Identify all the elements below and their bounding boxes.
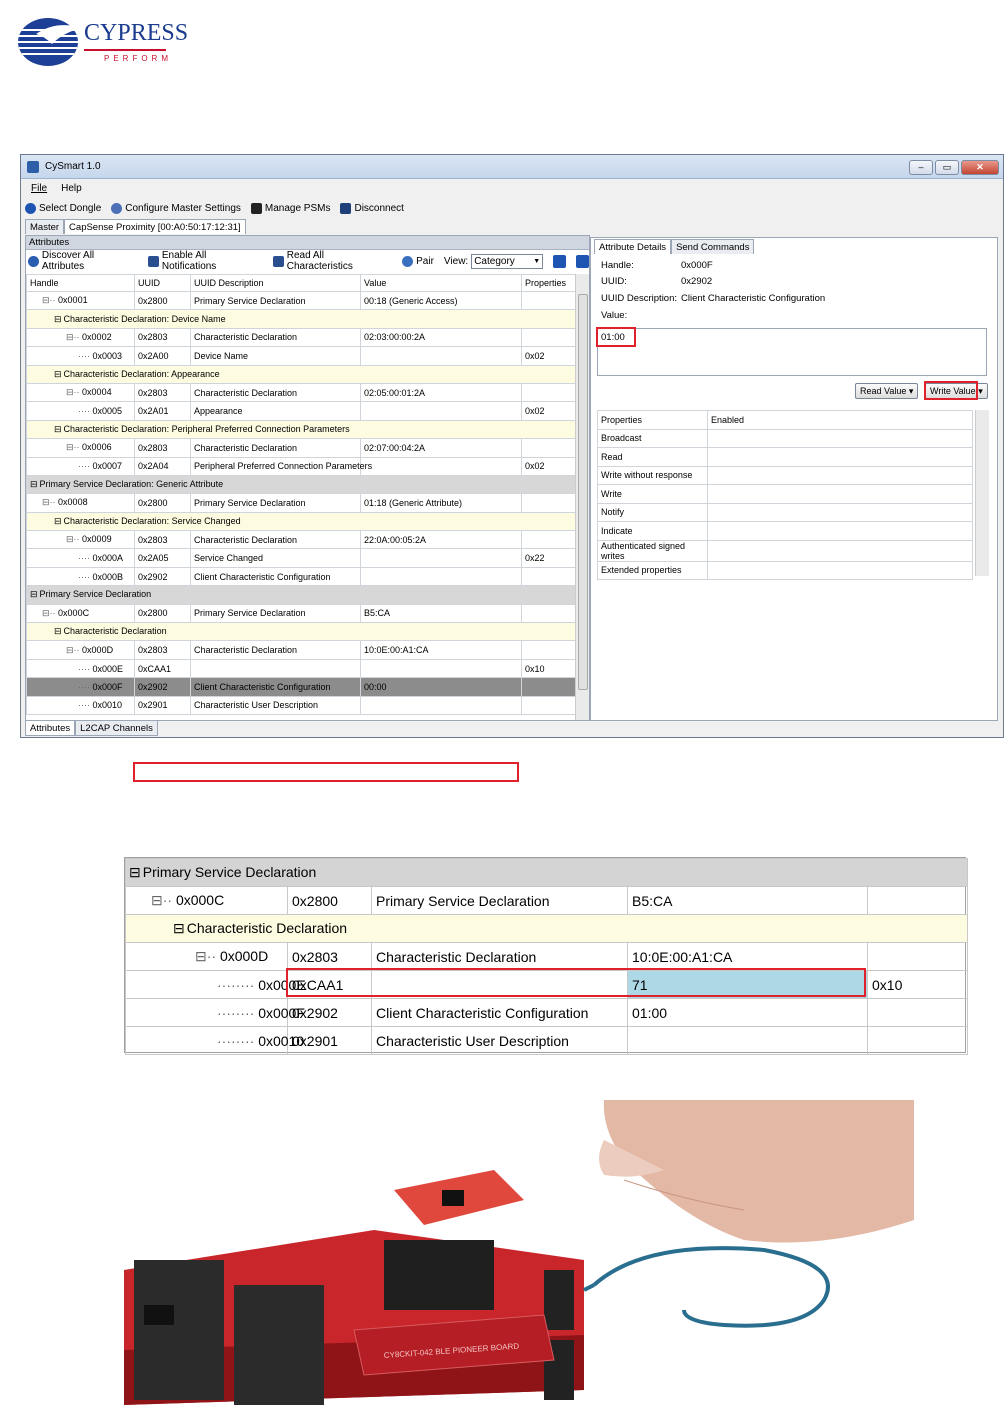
collapse-node-icon[interactable]: ⊟·· [42,295,59,306]
attr-uuid-cell: 0x2901 [138,700,168,711]
attr-handle-cell: 0x000C [58,607,90,618]
attr-uuid-description-cell: Device Name [194,350,249,361]
attr-value-cell: 22:0A:00:05:2A [364,534,427,545]
discover-label: Discover All Attributes [41,250,95,272]
attr-uuid-cell: 0x2803 [138,442,168,453]
attr-row[interactable] [27,383,576,401]
collapse-node-icon[interactable]: ⊟·· [42,607,59,618]
zoom-row[interactable] [126,943,968,971]
attr-handle-cell: 0x000A [92,553,124,564]
property-enabled-cell [708,561,973,580]
configure-master-settings-button[interactable] [111,203,241,214]
tree-connector-icon: ········ [217,1032,259,1049]
zoom-handle-cell: 0x000C [175,892,225,908]
attr-uuid-cell: 0x2A00 [138,350,169,361]
attr-category-label: Characteristic Declaration: Peripheral Preferred Connection Parameters [63,423,350,434]
attributes-pane [25,235,590,721]
property-row [598,503,973,522]
menu-help[interactable]: Help [61,182,82,194]
collapse-node-icon[interactable]: ⊟ [173,920,185,936]
tree-connector-icon: ···· [78,571,93,582]
attr-row[interactable] [27,512,576,530]
attr-handle-cell: 0x000F [92,681,123,692]
tab-master[interactable]: Master [25,219,64,234]
attr-value-cell: 02:05:00:01:2A [364,387,426,398]
attr-handle-cell: 0x0005 [92,406,123,417]
attr-category-label: Characteristic Declaration: Device Name [63,313,226,324]
attr-uuid-description-cell: Primary Service Declaration [194,497,306,508]
attr-value-cell: B5:CA [364,608,391,619]
attr-uuid-description-cell: Client Characteristic Configuration [194,571,331,582]
attr-uuid-description-cell: Characteristic Declaration [194,387,298,398]
property-enabled-cell [708,466,973,485]
property-name: Indicate [598,522,708,541]
attr-uuid-cell: 0x2902 [138,571,168,582]
window-title: CySmart 1.0 [45,161,101,172]
attr-row[interactable] [27,678,576,696]
tree-connector-icon: ···· [78,406,93,417]
collapse-node-icon[interactable]: ⊟·· [66,534,83,545]
attr-row[interactable] [27,347,576,365]
bluetooth-icon [25,203,36,214]
property-enabled-cell [708,540,973,561]
collapse-node-icon[interactable]: ⊟ [54,423,62,434]
collapse-node-icon[interactable]: ⊟ [54,313,62,324]
discover-icon [28,256,39,267]
property-row [598,485,973,504]
collapse-node-icon[interactable]: ⊟·· [66,644,83,655]
zoomed-attributes-table [125,858,968,1055]
gears-icon [111,203,122,214]
tree-connector-icon: ···· [78,663,93,674]
title-bar [21,155,1003,179]
disconnect-icon [340,203,351,214]
attr-category-label: Primary Service Declaration: Generic Attribute [39,479,224,490]
attr-uuid-description-cell: Peripheral Preferred Connection Parameters [194,461,373,472]
attr-row[interactable] [27,586,576,604]
property-name: Notify [598,503,708,522]
handle-field [601,260,713,271]
attr-uuid-description-cell: Characteristic Declaration [194,534,298,545]
property-row [598,540,973,561]
uuid-value: 0x2902 [681,276,713,287]
attributes-scrollbar[interactable] [575,274,589,720]
property-enabled-cell [708,522,973,541]
attr-handle-cell: 0x0004 [82,387,112,398]
cypress-globe-icon [16,14,86,70]
value-text: 01:00 [601,332,625,343]
attr-handle-cell: 0x000D [82,644,114,655]
enable-all-notifications-button[interactable] [148,250,263,272]
properties-header-row [598,411,973,430]
attr-handle-cell: 0x0010 [92,700,123,711]
tree-connector-icon: ···· [78,350,93,361]
property-enabled-cell [708,503,973,522]
logo-brand-text: CYPRESS [84,20,189,46]
attr-value-cell: 02:07:00:04:2A [364,442,426,453]
collapse-node-icon[interactable]: ⊟ [30,479,38,490]
attr-uuid-description-cell: Characteristic Declaration [194,645,298,656]
attributes-scroll-thumb[interactable] [578,294,588,690]
attr-row[interactable] [27,567,576,585]
attr-uuid-cell: 0x2803 [138,645,168,656]
column-header[interactable]: Value [361,275,522,292]
attr-row[interactable] [27,328,576,346]
column-header[interactable]: UUID [135,275,191,292]
attr-handle-cell: 0x0001 [58,295,88,306]
enable-notifications-label: Enable All Notifications [161,250,217,272]
handle-label: Handle: [601,260,634,271]
attr-row[interactable] [27,531,576,549]
attr-row[interactable] [27,641,576,659]
property-row [598,561,973,580]
properties-scrollbar[interactable] [975,410,989,576]
attr-uuid-description-cell: Primary Service Declaration [194,608,306,619]
attr-category-label: Characteristic Declaration [63,626,167,637]
attr-uuid-cell: 0x2800 [138,608,168,619]
view-label: View: [443,255,469,267]
property-name: Write without response [598,466,708,485]
discover-all-attributes-button[interactable] [28,250,138,272]
device-tabs [25,219,246,234]
write-value-button[interactable]: Write Value ▾ [925,383,988,399]
minimize-button[interactable]: – [909,160,933,175]
property-name: Authenticated signed writes [598,540,708,561]
write-value-highlight [924,381,978,400]
property-row [598,466,973,485]
attr-row[interactable] [27,402,576,420]
zoom-row[interactable] [126,999,968,1027]
zoom-handle-cell: 0x0010 [258,1032,305,1049]
zoom-uuid-cell: 0xCAA1 [292,976,344,993]
attr-row[interactable] [27,549,576,567]
attributes-toolbar [26,250,589,272]
attr-uuid-description-cell: Appearance [194,406,243,417]
attr-uuid-cell: 0x2A04 [138,461,169,472]
tree-connector-icon: ···· [78,681,93,692]
read-all-label: Read All Characteristics [286,250,353,272]
app-icon [27,161,39,173]
view-dropdown[interactable]: Category ▼ [471,254,543,269]
tab-attribute-details[interactable]: Attribute Details [594,239,671,254]
write-value-label: Write Value [930,386,976,396]
disconnect-label: Disconnect [354,202,404,214]
menu-file[interactable]: File [31,182,48,194]
zoom-uuid-description-cell: Characteristic Declaration [376,948,537,965]
attr-properties-cell: 0x02 [525,461,545,472]
logo-underline [84,49,166,51]
attr-handle-cell: 0x0007 [92,461,123,472]
attr-value-cell: 00:18 (Generic Access) [364,295,458,306]
details-tabs [591,238,997,254]
collapse-node-icon[interactable]: ⊟·· [195,948,220,964]
property-row [598,522,973,541]
property-name: Broadcast [598,429,708,448]
column-header[interactable]: UUID Description [191,275,361,292]
attr-handle-cell: 0x000E [92,663,124,674]
collapse-node-icon[interactable]: ⊟ [30,589,38,600]
attr-uuid-cell: 0x2A05 [138,553,169,564]
tree-connector-icon: ···· [78,553,93,564]
tree-connector-icon: ········ [217,976,259,993]
zoom-value-cell: 01:00 [632,1004,668,1021]
attr-row[interactable] [27,292,576,310]
tab-l2cap-channels[interactable]: L2CAP Channels [75,721,158,736]
key-icon [402,256,413,267]
zoom-handle-cell: 0x000E [258,976,306,993]
attr-row[interactable] [27,457,576,475]
attr-properties-cell: 0x22 [525,553,545,564]
attr-category-label: Characteristic Declaration: Service Changed [63,515,241,526]
pair-label: Pair [416,255,434,267]
zoom-uuid-cell: 0x2902 [292,1004,338,1021]
property-name: Read [598,448,708,467]
configure-master-label: Configure Master Settings [125,202,241,214]
caa1-row-highlight [286,968,866,997]
read-value-button[interactable]: Read Value ▾ [855,383,918,399]
properties-table [597,410,973,580]
read-all-characteristics-button[interactable] [273,250,392,272]
collapse-node-icon[interactable]: ⊟ [54,626,62,637]
zoom-uuid-description-cell: Primary Service Declaration [376,892,550,909]
uuid-description-value: Client Characteristic Configuration [681,293,826,304]
collapse-node-icon[interactable]: ⊟ [129,864,141,880]
properties-column-header: Enabled [708,411,973,430]
uuid-description-field [601,293,825,304]
uuid-label: UUID: [601,276,627,287]
board-label: CY8CKIT-042 BLE PIONEER BOARD [383,1341,520,1360]
zoom-properties-cell: 0x10 [872,976,903,993]
zoomed-attributes-inset [124,857,966,1053]
collapse-node-icon[interactable]: ⊟ [54,368,62,379]
attr-row[interactable] [27,439,576,457]
tab-attributes[interactable]: Attributes [25,721,75,736]
read-value-label: Read Value [860,386,907,396]
expand-all-icon[interactable] [553,255,566,268]
value-label: Value: [601,310,628,321]
ble-pioneer-board-image [124,1100,914,1405]
property-enabled-cell [708,448,973,467]
uuid-description-label: UUID Description: [601,293,678,304]
attr-properties-cell: 0x10 [525,663,545,674]
attr-uuid-cell: 0x2800 [138,295,168,306]
zoom-row[interactable] [126,859,968,887]
attr-row[interactable] [27,475,576,493]
tab-send-commands[interactable]: Send Commands [671,239,754,254]
close-button[interactable]: ✕ [961,160,999,175]
manage-psms-button[interactable] [251,203,331,214]
attributes-header: Attributes [26,236,589,250]
property-enabled-cell [708,485,973,504]
collapse-node-icon[interactable]: ⊟·· [66,442,83,453]
manage-psms-label: Manage PSMs [264,202,331,214]
column-header[interactable]: Properties [522,275,576,292]
attr-uuid-cell: 0x2803 [138,534,168,545]
attr-category-label: Primary Service Declaration [39,589,152,600]
property-name: Extended properties [598,561,708,580]
attr-uuid-cell: 0x2800 [138,497,168,508]
attr-properties-cell: 0x02 [525,350,545,361]
attributes-table [26,274,576,715]
handle-value: 0x000F [681,260,713,271]
attr-uuid-description-cell: Service Changed [194,553,264,564]
zoom-uuid-cell: 0x2803 [292,948,338,965]
zoom-row[interactable] [126,1027,968,1055]
maximize-button[interactable]: ▭ [935,160,959,175]
attr-value-cell: 01:18 (Generic Attribute) [364,497,463,508]
value-highlight [596,327,636,347]
logo-tagline: PERFORM [104,54,172,63]
attr-value-cell: 10:0E:00:A1:CA [364,645,429,656]
attr-uuid-cell: 0x2A01 [138,406,169,417]
attr-handle-cell: 0x0002 [82,331,112,342]
zoom-uuid-description-cell: Client Characteristic Configuration [376,1004,589,1021]
attr-handle-cell: 0x0006 [82,442,112,453]
collapse-node-icon[interactable]: ⊟·· [151,892,176,908]
zoom-value-cell: 71 [632,976,648,993]
attr-row[interactable] [27,310,576,328]
attr-row[interactable] [27,659,576,677]
attributes-header-row [27,275,576,292]
collapse-node-icon[interactable]: ⊟ [54,515,62,526]
uuid-field [601,276,712,287]
tab-capsense-proximity[interactable]: CapSense Proximity [00:A0:50:17:12:31] [64,219,246,234]
notification-icon [148,256,159,267]
value-input[interactable] [597,328,987,376]
attr-uuid-description-cell: Characteristic User Description [194,700,319,711]
attr-row[interactable] [27,365,576,383]
collapse-all-icon[interactable] [576,255,589,268]
zoom-value-cell: 10:0E:00:A1:CA [632,948,733,965]
tools-icon [251,203,262,214]
zoom-category-label: Characteristic Declaration [186,920,348,936]
attr-row[interactable] [27,696,576,714]
attr-uuid-description-cell: Characteristic Declaration [194,442,298,453]
zoom-uuid-description-cell: Characteristic User Description [376,1032,569,1049]
zoom-handle-cell: 0x000D [219,948,269,964]
attr-value-cell: 00:00 [364,681,387,692]
zoom-uuid-cell: 0x2901 [292,1032,338,1049]
property-name: Write [598,485,708,504]
main-toolbar [21,197,1003,219]
selected-row-highlight [133,762,519,782]
attr-row[interactable] [27,494,576,512]
read-icon [273,256,284,267]
bottom-tabs [25,721,158,736]
disconnect-button[interactable] [340,203,403,214]
attr-uuid-cell: 0x2902 [138,681,168,692]
attr-uuid-cell: 0x2803 [138,332,168,343]
tree-connector-icon: ···· [78,700,93,711]
attr-uuid-cell: 0x2803 [138,387,168,398]
attr-row[interactable] [27,420,576,438]
view-selector [444,254,543,269]
attr-properties-cell: 0x02 [525,406,545,417]
property-row [598,448,973,467]
zoom-value-cell: B5:CA [632,892,673,909]
column-header[interactable]: Handle [27,275,135,292]
menu-bar [21,179,1003,197]
cysmart-window [20,154,1004,738]
tree-connector-icon: ········ [217,1004,259,1021]
zoom-handle-cell: 0x000F [258,1004,305,1021]
collapse-node-icon[interactable]: ⊟·· [66,331,83,342]
pair-button[interactable] [402,256,434,267]
attr-category-label: Characteristic Declaration: Appearance [63,368,220,379]
collapse-node-icon[interactable]: ⊟·· [66,387,83,398]
attr-handle-cell: 0x0008 [58,497,88,508]
attr-uuid-cell: 0xCAA1 [138,663,172,674]
attr-uuid-description-cell: Primary Service Declaration [194,295,306,306]
attr-value-cell: 02:03:00:00:2A [364,332,426,343]
attr-row[interactable] [27,623,576,641]
zoom-uuid-cell: 0x2800 [292,892,338,909]
attr-uuid-description-cell: Characteristic Declaration [194,332,298,343]
collapse-node-icon[interactable]: ⊟·· [42,497,59,508]
property-row [598,429,973,448]
zoom-category-label: Primary Service Declaration [142,864,317,880]
select-dongle-button[interactable] [25,203,101,214]
select-dongle-label: Select Dongle [39,202,102,214]
attr-handle-cell: 0x0003 [92,350,123,361]
attr-uuid-description-cell: Client Characteristic Configuration [194,681,331,692]
attr-handle-cell: 0x0009 [82,534,112,545]
attr-handle-cell: 0x000B [92,571,124,582]
board-photo [124,1100,914,1405]
attribute-details-pane [590,237,998,721]
attr-row[interactable] [27,604,576,622]
tree-connector-icon: ···· [78,461,93,472]
zoom-row[interactable] [126,915,968,943]
properties-column-header: Properties [598,411,708,430]
property-enabled-cell [708,429,973,448]
zoom-row[interactable] [126,887,968,915]
